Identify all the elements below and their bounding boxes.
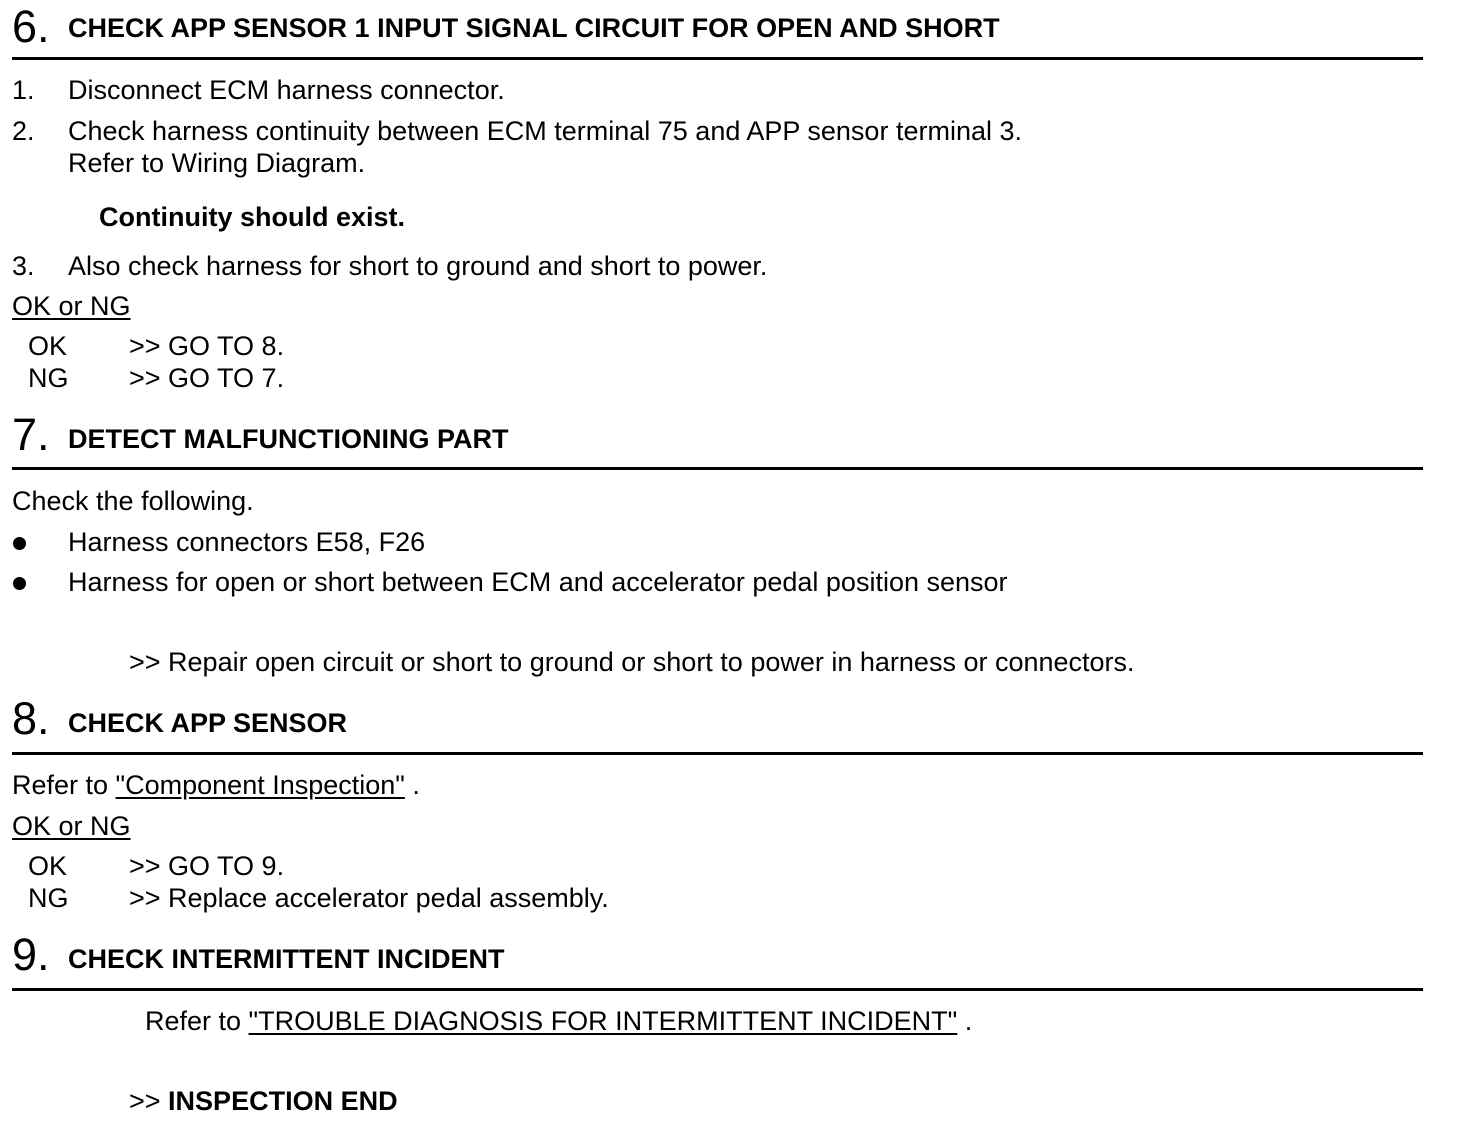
step-6-number: 6. — [12, 1, 50, 52]
step-6-item-3-text: Also check harness for short to ground and short to power. — [68, 251, 768, 281]
component-inspection-link[interactable]: "Component Inspection" — [115, 770, 405, 800]
step-8-refer-suffix: . — [404, 770, 420, 800]
step-6-item-3-number: 3. — [12, 251, 35, 281]
step-8-number: 8. — [12, 693, 50, 744]
step-8-ng-label: NG — [28, 883, 69, 913]
bullet-icon — [13, 577, 26, 590]
bullet-icon — [13, 537, 26, 550]
step-9-refer-prefix: Refer to — [145, 1006, 249, 1036]
step-7-bullet-1: Harness connectors E58, F26 — [68, 527, 426, 557]
inspection-end — [129, 1088, 398, 1115]
step-9-refer-suffix: . — [957, 1006, 973, 1036]
step-7-intro: Check the following. — [12, 486, 254, 516]
step-6-ok-label: OK — [28, 331, 68, 361]
intermittent-incident-link[interactable]: "TROUBLE DIAGNOSIS FOR INTERMITTENT INCIDENT" — [248, 1006, 958, 1036]
step-8-divider — [12, 752, 1423, 755]
step-6-ng-action: >> GO TO 7. — [129, 363, 285, 393]
step-8-refer — [12, 772, 420, 799]
step-7-title: DETECT MALFUNCTIONING PART — [68, 424, 509, 454]
step-9-number: 9. — [12, 929, 50, 980]
step-6-item-2-number: 2. — [12, 116, 35, 146]
step-8-ng-action: >> Replace accelerator pedal assembly. — [129, 883, 609, 913]
inspection-end-prefix: >> — [129, 1086, 169, 1116]
step-6-item-2-text-line2: Refer to Wiring Diagram. — [68, 148, 366, 178]
step-6-ok-or-ng: OK or NG — [12, 291, 131, 321]
step-7-number: 7. — [12, 409, 50, 460]
step-8-refer-prefix: Refer to — [12, 770, 116, 800]
step-7-bullet-2: Harness for open or short between ECM and accelerator pedal position sensor — [68, 567, 1008, 597]
step-6-ok-action: >> GO TO 8. — [129, 331, 285, 361]
step-6-divider — [12, 57, 1423, 60]
step-9-title: CHECK INTERMITTENT INCIDENT — [68, 944, 505, 974]
step-8-ok-action: >> GO TO 9. — [129, 851, 285, 881]
step-7-divider — [12, 467, 1423, 470]
continuity-spec: Continuity should exist. — [99, 202, 406, 232]
step-7-action: >> Repair open circuit or short to ground or short to power in harness or connectors. — [129, 647, 1135, 677]
step-9-divider — [12, 988, 1423, 991]
step-6-item-1-text: Disconnect ECM harness connector. — [68, 75, 505, 105]
step-9-refer — [145, 1008, 972, 1035]
inspection-end-text: INSPECTION END — [168, 1086, 398, 1116]
step-6-ng-label: NG — [28, 363, 69, 393]
step-6-title: CHECK APP SENSOR 1 INPUT SIGNAL CIRCUIT FOR OPEN AND SHORT — [68, 13, 1000, 43]
step-8-ok-or-ng: OK or NG — [12, 811, 131, 841]
step-8-ok-label: OK — [28, 851, 68, 881]
step-6-item-2-text: Check harness continuity between ECM terminal 75 and APP sensor terminal 3. — [68, 116, 1022, 146]
step-8-title: CHECK APP SENSOR — [68, 708, 348, 738]
step-6-item-1-number: 1. — [12, 75, 35, 105]
